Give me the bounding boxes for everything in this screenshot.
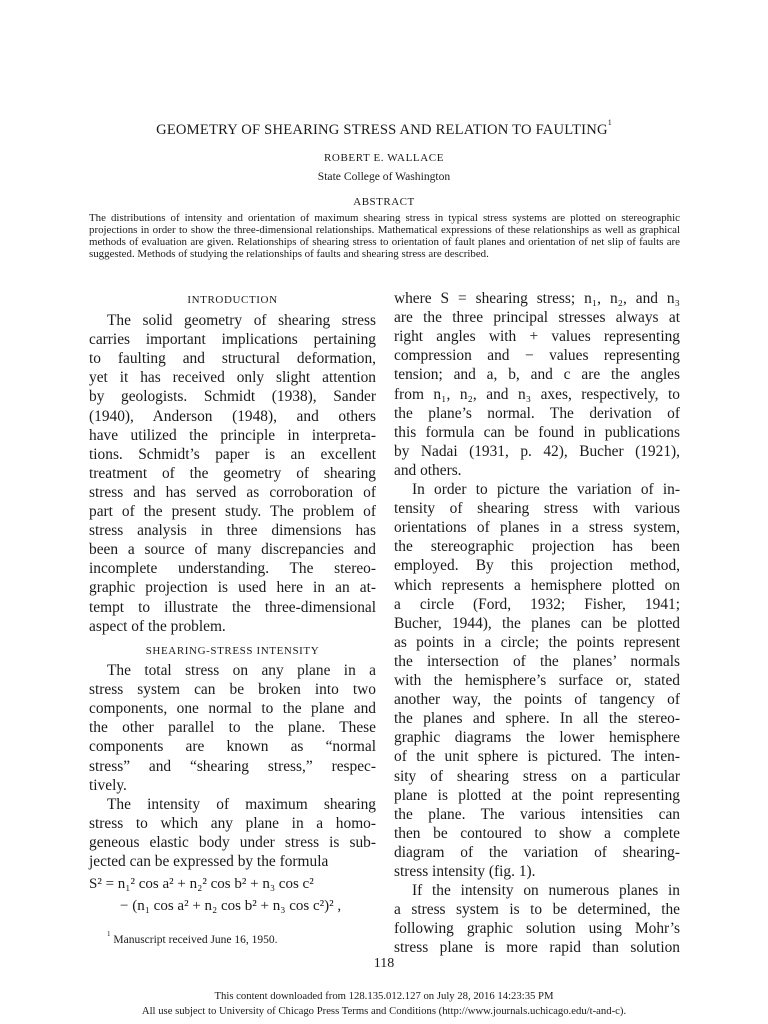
right-line: the stereographic projection has been (394, 538, 680, 556)
shearing-line: jected can be expressed by the formula (89, 853, 329, 870)
right-line: plane is plotted at the point representing (394, 786, 680, 804)
right-line: another way, the points of tangency of (394, 691, 680, 709)
footnote-text: Manuscript received June 16, 1950. (113, 933, 278, 946)
right-line: employed. By this projection method, (394, 557, 680, 575)
intro-line: tions. Schmidt’s paper is an excellent (89, 445, 376, 463)
terms-notice: All use subject to University of Chicago Press Terms and Conditions (http://www.journals.uchicago.edu/t-and-c). (141, 1005, 627, 1017)
right-line: following graphic solution using Mohr’s (394, 920, 680, 938)
intro-line: stress analysis in three dimensions has (89, 522, 376, 540)
intro-line: been a source of many discrepancies and (89, 541, 376, 559)
right-line: of the unit sphere is pictured. The inten- (394, 748, 680, 766)
right-line: tension; and a, b, and c are the angles (394, 366, 680, 384)
intro-line: by geologists. Schmidt (1938), Sander (89, 388, 376, 406)
right-line: a stress system is to be determined, the (394, 901, 680, 919)
shearing-line: components, one normal to the plane and (89, 700, 376, 718)
download-notice: This content downloaded from 128.135.012.127 on July 28, 2016 14:23:35 PM (214, 990, 554, 1002)
right-line: as points in a circle; the points represent (394, 633, 680, 651)
right-line: stress intensity (fig. 1). (394, 863, 536, 880)
intro-line: yet it has received only slight attention (89, 369, 376, 387)
right-line: tensity of shearing stress with various (394, 500, 680, 518)
right-line: which represents a hemisphere plotted on (394, 576, 680, 594)
shearing-line: stress system can be broken into two (89, 681, 376, 699)
right-line: stress plane is more rapid than solution (394, 939, 680, 957)
intro-line: tempt to illustrate the three-dimensional (89, 598, 376, 616)
abstract-heading: ABSTRACT (353, 196, 415, 208)
shearing-line: the other parallel to the plane. These (89, 719, 376, 737)
shearing-line: stress” and “shearing stress,” respec- (89, 757, 376, 775)
right-line: the planes and sphere. In all the stereo- (394, 710, 680, 728)
intro-line: carries important implications pertaining (89, 331, 376, 349)
right-line: this formula can be found in publications (394, 423, 680, 441)
article-title (0, 118, 768, 139)
right-line: a circle (Ford, 1932; Fisher, 1941; (394, 595, 680, 613)
right-line: and others. (394, 461, 462, 479)
right-line: the plane’s normal. The derivation of (394, 404, 680, 422)
right-line: compression and − values representing (394, 347, 680, 365)
intro-line: stress and has served as corroboration of (89, 483, 376, 501)
shearing-line: geneous elastic body under stress is sub- (89, 833, 376, 851)
intro-line: The solid geometry of shearing stress (107, 312, 376, 329)
right-line: the plane. The various intensities can (394, 805, 680, 823)
right-line: In order to picture the variation of in- (412, 481, 680, 498)
intro-line: treatment of the geometry of shearing (89, 464, 376, 482)
intro-line: (1940), Anderson (1948), and others (89, 407, 376, 425)
intro-line: graphic projection is used here in an at- (89, 579, 376, 597)
footnote-mark: 1 (107, 930, 111, 938)
right-line: diagram of the variation of shearing- (394, 843, 680, 861)
shearing-stress-heading: SHEARING-STRESS INTENSITY (145, 645, 320, 657)
right-line: are the three principal stresses always at (394, 309, 680, 327)
author-name: ROBERT E. WALLACE (323, 152, 445, 164)
right-line: orientations of planes in a stress system, (394, 519, 680, 537)
right-line: graphic diagrams the lower hemisphere (394, 729, 680, 747)
title-text: GEOMETRY OF SHEARING STRESS AND RELATION TO FAULTING (156, 121, 608, 138)
formula-line-1: S² = n₁² cos a² + n₂² cos b² + n₃ cos c² (89, 876, 314, 892)
shearing-line: The intensity of maximum shearing (107, 795, 376, 813)
intro-line: have utilized the principle in interpreta- (89, 426, 376, 444)
right-line: Bucher, 1944), the planes can be plotted (394, 614, 680, 632)
right-line: by Nadai (1931, p. 42), Bucher (1921), (394, 442, 680, 460)
shearing-line: The total stress on any plane in a (107, 662, 376, 679)
right-line: where S = shearing stress; n₁, n₂, and n₃ (394, 290, 680, 307)
shearing-line: tively. (89, 776, 127, 794)
right-line: with the hemisphere’s surface or, stated (394, 672, 680, 689)
right-line: then be contoured to show a complete (394, 824, 680, 842)
shearing-line: stress to which any plane in a homo- (89, 814, 376, 832)
title-footnote-mark: 1 (607, 118, 612, 127)
right-line: right angles with + values representing (394, 328, 680, 346)
intro-line: part of the present study. The problem of (89, 503, 376, 520)
intro-line: incomplete understanding. The stereo- (89, 560, 376, 578)
footnote (107, 932, 278, 946)
intro-line: to faulting and structural deformation, (89, 350, 376, 368)
right-line: If the intensity on numerous planes in (412, 882, 680, 900)
abstract-text: The distributions of intensity and orientation of maximum shearing stress in typical stress systems are plotted on stereographic projections in order to show the three-dimensional relationships. Mathematical expressions of these relationships as well as graphical methods of evaluation are given. Relationships of shearing stress to orientation of fault planes and orientation of net slip of faults are suggested. Methods of studying the relationships of faults and shearing stress are described. (89, 212, 680, 260)
shearing-line: components are known as “normal (89, 738, 376, 756)
right-line: the intersection of the planes’ normals (394, 652, 680, 670)
page-number: 118 (373, 956, 395, 971)
right-line: from n₁, n₂, and n₃ axes, respectively, to (394, 385, 680, 403)
formula-line-2: − (n₁ cos a² + n₂ cos b² + n₃ cos c²)² , (120, 898, 342, 914)
author-affiliation: State College of Washington (317, 170, 451, 183)
introduction-heading: INTRODUCTION (187, 294, 278, 306)
intro-line: aspect of the problem. (89, 617, 226, 635)
right-line: sity of shearing stress on a particular (394, 767, 680, 785)
